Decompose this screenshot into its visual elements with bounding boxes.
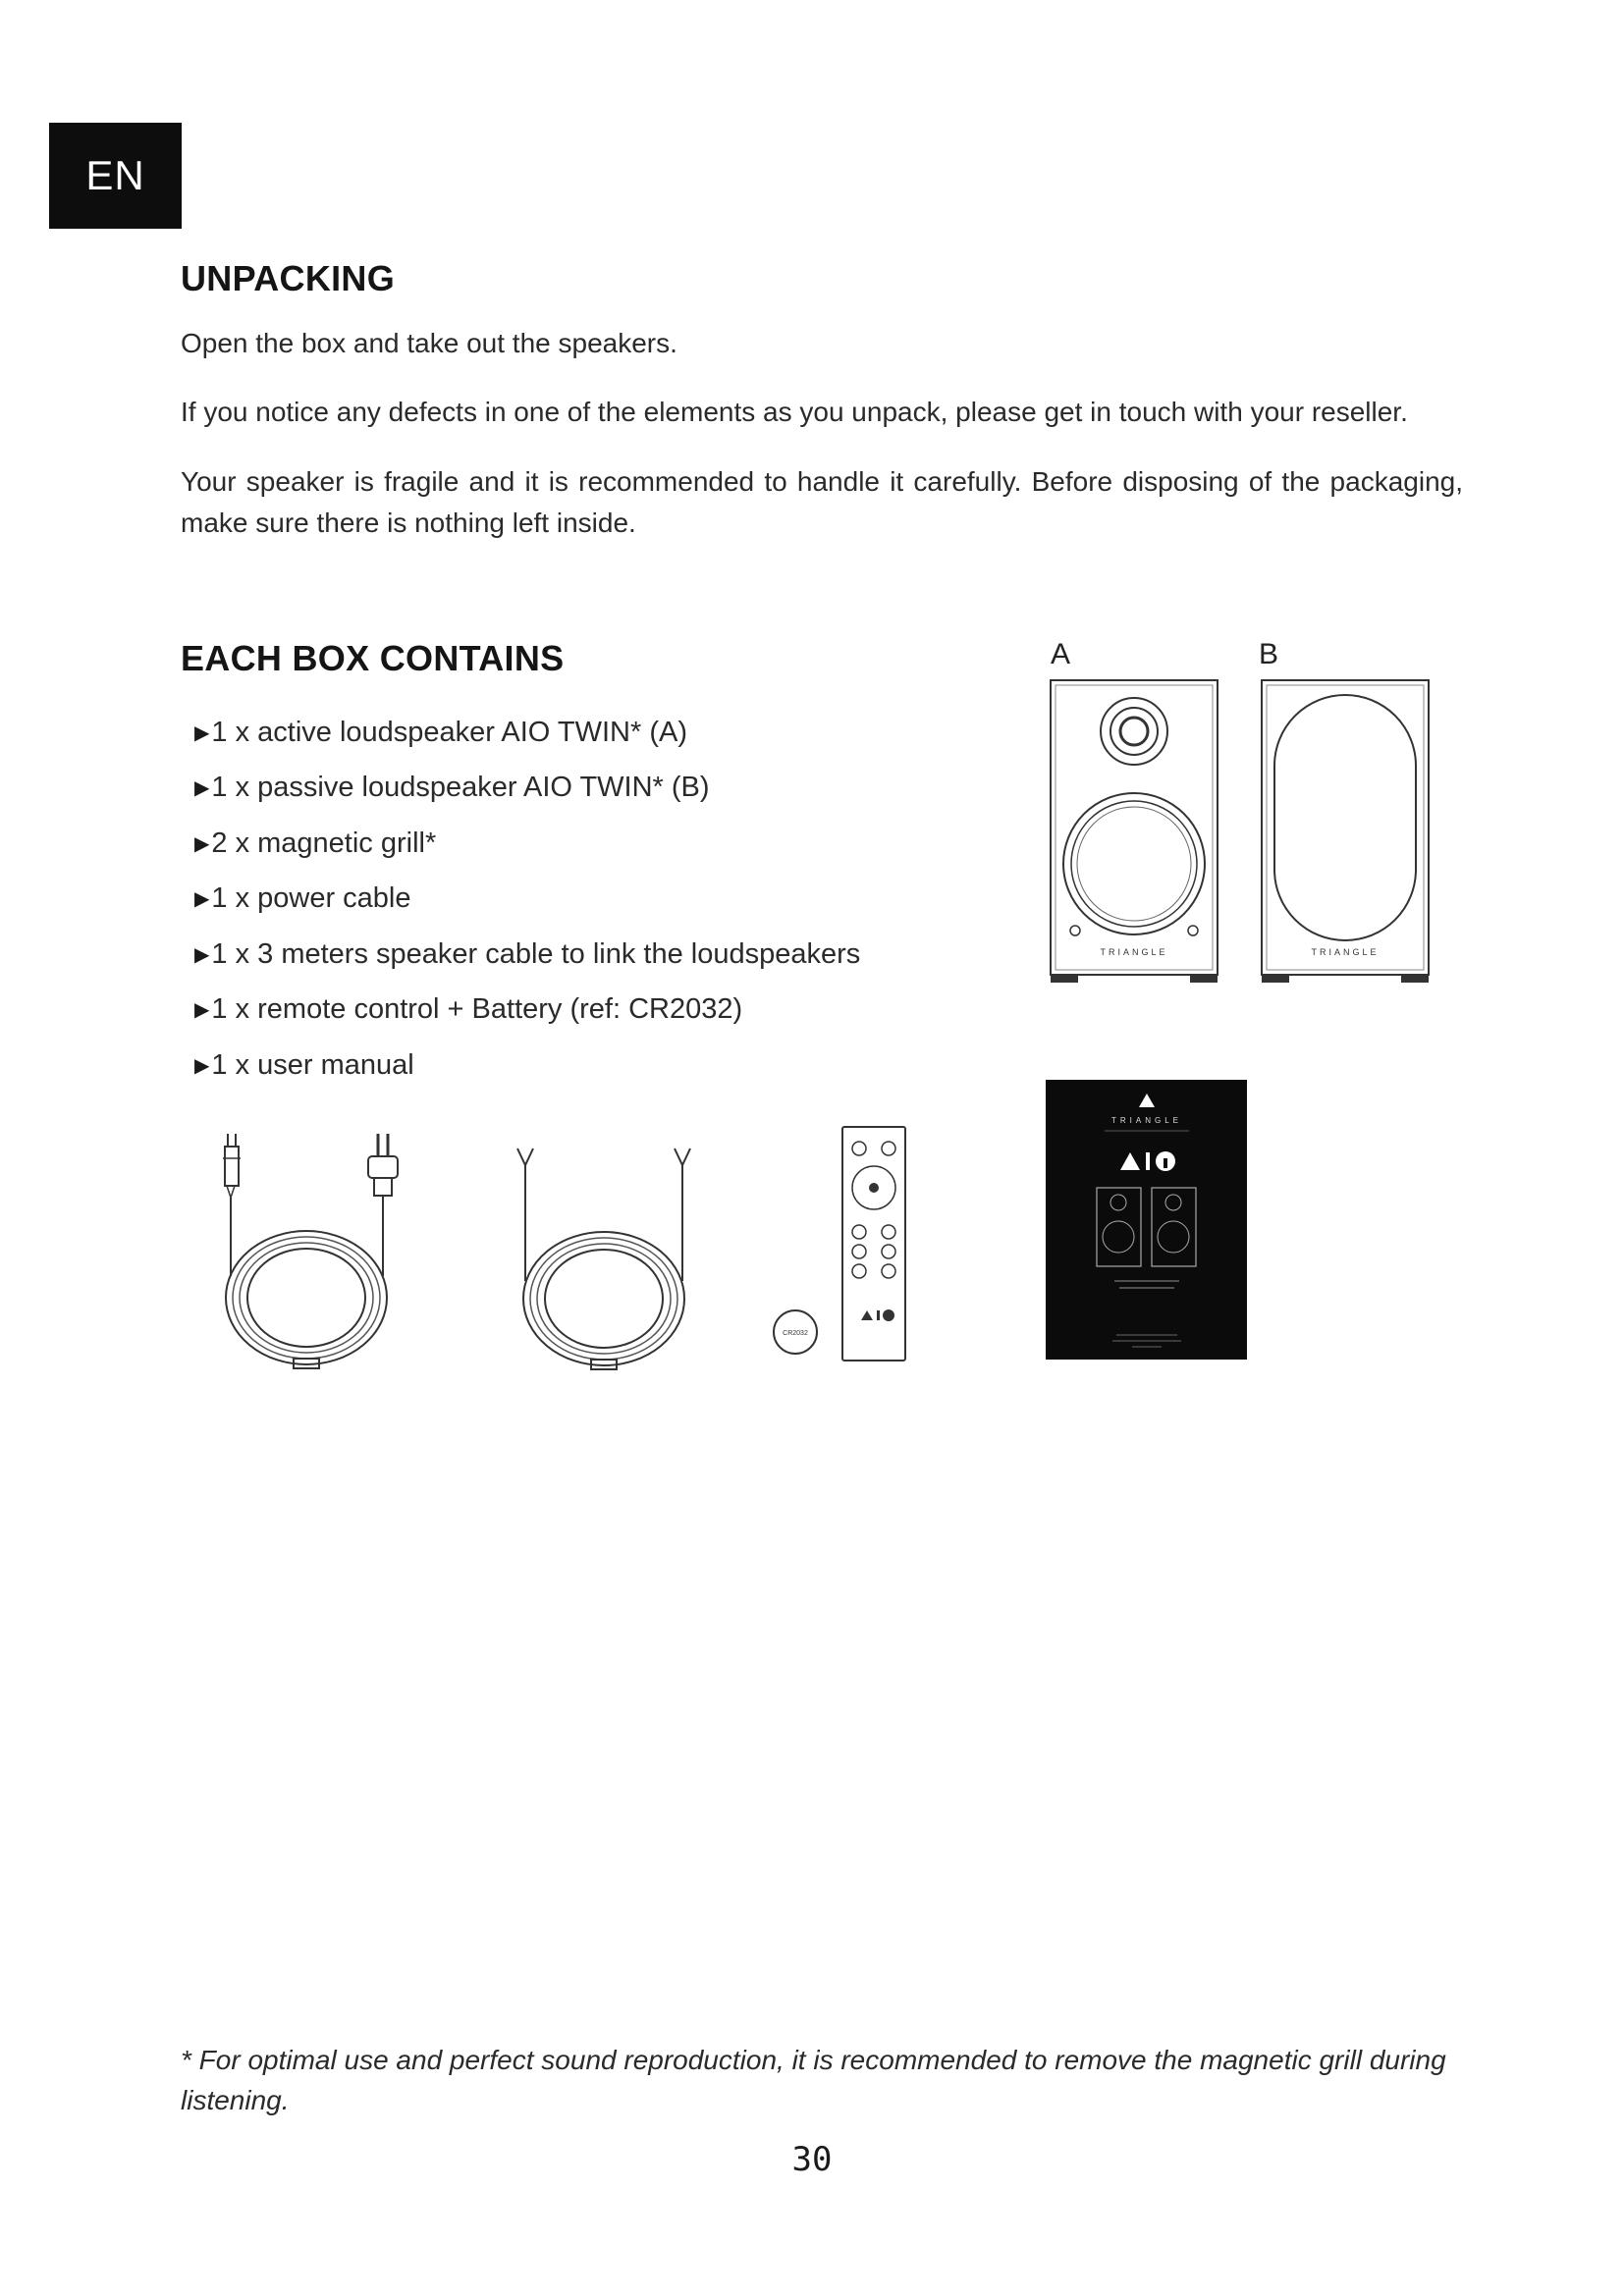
list-item-text: 1 x user manual [211, 1048, 414, 1081]
bullet-arrow-icon: ▶ [194, 943, 210, 966]
passive-speaker-illustration [1257, 677, 1434, 987]
user-manual-illustration [1046, 1080, 1247, 1360]
unpacking-paragraph-2: If you notice any defects in one of the elements as you unpack, please get in touch with your reseller. [181, 397, 1408, 427]
unpacking-heading: UNPACKING [181, 258, 396, 298]
speaker-a-label: A [1051, 638, 1071, 670]
unpacking-paragraph-1: Open the box and take out the speakers. [181, 328, 677, 358]
list-item-text: 1 x 3 meters speaker cable to link the loudspeakers [211, 937, 861, 970]
list-item [194, 983, 860, 1039]
list-item [194, 705, 860, 761]
list-item [194, 761, 860, 817]
bullet-arrow-icon: ▶ [194, 1054, 210, 1077]
footnote: * For optimal use and perfect sound reproduction, it is recommended to remove the magnetic grill during listening. [181, 2045, 1446, 2115]
bullet-arrow-icon: ▶ [194, 999, 210, 1022]
manual-brand: TRIANGLE [1110, 1116, 1183, 1125]
list-item [194, 872, 860, 928]
list-item-text: 1 x passive loudspeaker AIO TWIN* (B) [211, 772, 710, 804]
list-item-text: 2 x magnetic grill* [211, 827, 437, 859]
bullet-arrow-icon: ▶ [194, 888, 210, 911]
battery-illustration [771, 1308, 820, 1357]
speaker-b-label: B [1259, 638, 1279, 670]
list-item [194, 927, 860, 983]
list-item [194, 816, 860, 872]
remote-control-illustration [839, 1124, 910, 1364]
list-item-text: 1 x power cable [211, 882, 411, 915]
box-contents-list [194, 705, 860, 1094]
power-cable-illustration [211, 1129, 407, 1374]
speaker-b-brand: TRIANGLE [1311, 947, 1380, 957]
list-item-text: 1 x remote control + Battery (ref: CR2032) [211, 993, 743, 1026]
active-speaker-illustration [1046, 677, 1222, 987]
box-contents-heading: EACH BOX CONTAINS [181, 638, 565, 678]
speaker-cable-illustration [506, 1144, 702, 1374]
page-number: 30 [791, 2140, 833, 2179]
unpacking-paragraph-3: Your speaker is fragile and it is recommended to handle it carefully. Before disposing of the packaging, make sure there is nothing left inside. [181, 466, 1463, 538]
list-item-text: 1 x active loudspeaker AIO TWIN* (A) [211, 716, 687, 748]
list-item [194, 1038, 860, 1094]
bullet-arrow-icon: ▶ [194, 721, 210, 744]
bullet-arrow-icon: ▶ [194, 832, 210, 855]
bullet-arrow-icon: ▶ [194, 777, 210, 800]
language-tab: EN [49, 123, 182, 229]
battery-label: CR2032 [783, 1330, 808, 1337]
speaker-a-brand: TRIANGLE [1100, 947, 1168, 957]
